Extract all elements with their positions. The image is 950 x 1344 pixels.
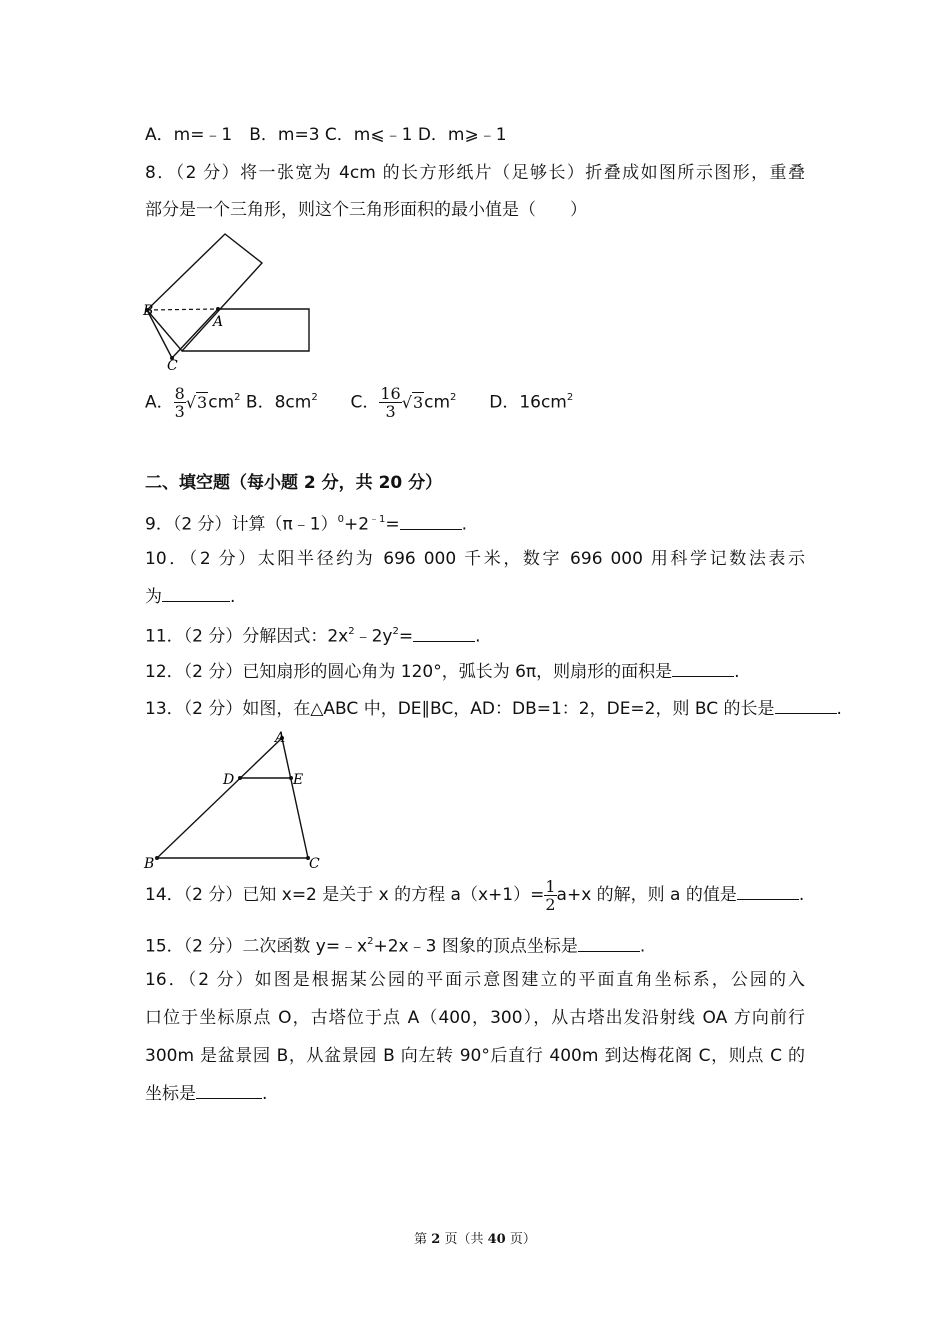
q14 — [145, 876, 804, 914]
label-c: C — [309, 856, 320, 872]
q9 — [145, 510, 467, 536]
q10-answer-blank[interactable] — [162, 585, 230, 602]
q11-mid: ﹣2y — [354, 626, 393, 647]
q14-answer-blank[interactable] — [737, 883, 799, 900]
footer-post: 页） — [505, 1232, 536, 1247]
q8-opt-c-den: 3 — [385, 402, 396, 422]
q14-post: a+x 的解，则 a 的值是 — [556, 885, 737, 905]
q9-answer-blank[interactable] — [400, 513, 462, 530]
q16-line1: 16．（2 分）如图是根据某公园的平面示意图建立的平面直角坐标系，公园的入 — [145, 970, 805, 990]
q11-pre: 11．（2 分）分解因式：2x — [145, 626, 349, 647]
q8-opt-a-sq: 2 — [234, 392, 241, 403]
q14-end: . — [798, 885, 805, 905]
q8-opt-b-sq: 2 — [311, 392, 318, 403]
q8-opt-a-unit: cm — [208, 392, 235, 413]
q9-mid: +2 — [343, 514, 370, 535]
q10-line2 — [145, 585, 235, 608]
q15-sup1: 2 — [367, 936, 374, 947]
q10-line1: 10．（2 分）太阳半径约为 696 000 千米，数字 696 000 用科学记数法表示 — [145, 549, 805, 569]
q11-sup2: 2 — [392, 626, 399, 637]
q8-opt-c-fraction — [379, 385, 401, 420]
point-d — [238, 776, 242, 780]
q16-line2: 口位于坐标原点 O，古塔位于点 A（400，300），从古塔出发沿射线 OA 方向前行 — [145, 1008, 805, 1028]
q13-answer-blank[interactable] — [775, 697, 837, 714]
page-footer — [0, 1228, 950, 1247]
point-a — [216, 307, 220, 311]
footer-total-pages: 40 — [487, 1232, 506, 1247]
q15-post: +2x﹣3 图象的顶点坐标是 — [373, 936, 578, 957]
q16-line3: 300m 是盆景园 B，从盆景园 B 向左转 90°后直行 400m 到达梅花阁 C，则点 C 的 — [145, 1046, 805, 1066]
label-a: A — [275, 730, 286, 746]
point-b — [155, 856, 159, 860]
q9-sup2: ﹣1 — [369, 514, 386, 525]
q13-text: 13．（2 分）如图，在△ABC 中，DE∥BC，AD：DB=1：2，DE=2，则 BC 的长是 — [145, 699, 775, 719]
q8-line2: 部分是一个三角形，则这个三角形面积的最小值是（ ） — [145, 200, 587, 220]
q15-end: . — [639, 936, 646, 957]
q8-opt-c-sq: 2 — [450, 392, 457, 403]
q9-sup1: 0 — [337, 514, 344, 525]
q14-fraction — [544, 878, 556, 913]
q8-opt-a-den: 3 — [174, 402, 185, 422]
dashed-ba — [147, 309, 218, 310]
q16-end: . — [262, 1084, 268, 1104]
q12-text: 12．（2 分）已知扇形的圆心角为 120°，弧长为 6π，则扇形的面积是 — [145, 662, 673, 682]
q15-pre: 15．（2 分）二次函数 y=﹣x — [145, 936, 368, 957]
label-a: A — [213, 314, 224, 330]
q16-answer-blank[interactable] — [196, 1082, 262, 1099]
q8-opt-c-rad: 3 — [412, 392, 424, 412]
q9-pre: 9．（2 分）计算（π﹣1） — [145, 514, 338, 535]
q8-opt-c-prefix: C． — [350, 392, 380, 413]
q12-end: . — [734, 662, 740, 682]
q14-den: 2 — [545, 894, 556, 914]
q8-opt-c-sqrt: √3 — [401, 392, 424, 412]
q7-options: A．m=﹣1 B．m=3 C．m⩽﹣1 D．m⩾﹣1 — [145, 125, 507, 145]
q10-end: . — [230, 587, 236, 607]
q8-figure — [135, 225, 325, 375]
q8-opt-b: B．8cm — [245, 392, 312, 413]
q8-opt-c-num: 16 — [380, 384, 401, 404]
footer-pre: 第 — [414, 1232, 432, 1247]
q13 — [145, 697, 842, 720]
q12-answer-blank[interactable] — [672, 660, 734, 677]
triangle-abc — [157, 738, 308, 858]
q8-opt-a-prefix: A． — [145, 392, 174, 413]
q13-end: . — [836, 699, 842, 719]
q10-pre: 为 — [145, 587, 162, 607]
q15-answer-blank[interactable] — [578, 935, 640, 952]
q11 — [145, 622, 481, 648]
q9-post: = — [385, 514, 400, 535]
q8-opt-a-rad: 3 — [197, 392, 208, 412]
q14-pre: 14．（2 分）已知 x=2 是关于 x 的方程 a（x+1）= — [145, 885, 545, 905]
q11-sup1: 2 — [348, 626, 355, 637]
q12 — [145, 660, 740, 683]
label-b: B — [144, 856, 155, 872]
label-e: E — [293, 772, 304, 788]
footer-page-number: 2 — [431, 1232, 441, 1247]
q8-options — [145, 380, 573, 422]
q8-opt-d: D．16cm — [489, 392, 567, 413]
q11-answer-blank[interactable] — [413, 625, 475, 642]
label-c: C — [167, 358, 178, 374]
q15 — [145, 932, 645, 958]
folded-strip — [147, 234, 262, 351]
q16-line4 — [145, 1082, 267, 1105]
q16-pre: 坐标是 — [145, 1084, 196, 1104]
q8-opt-c-unit: cm — [424, 392, 451, 413]
label-b: B — [143, 303, 154, 319]
q11-post: = — [398, 626, 414, 647]
q9-end: . — [461, 514, 468, 535]
q8-opt-a-sqrt: √3 — [185, 392, 208, 412]
section-heading: 二、填空题（每小题 2 分，共 20 分） — [145, 473, 443, 493]
q8-opt-d-sq: 2 — [566, 392, 574, 403]
q14-num: 1 — [545, 876, 556, 896]
q8-line1: 8．（2 分）将一张宽为 4cm 的长方形纸片（足够长）折叠成如图所示图形，重叠 — [145, 163, 805, 183]
q11-end: . — [475, 626, 481, 647]
label-d: D — [223, 772, 235, 788]
q8-opt-a-fraction — [174, 385, 186, 420]
footer-mid: 页（共 — [440, 1232, 488, 1247]
q8-opt-a-num: 8 — [174, 384, 185, 404]
q13-figure — [135, 725, 335, 875]
